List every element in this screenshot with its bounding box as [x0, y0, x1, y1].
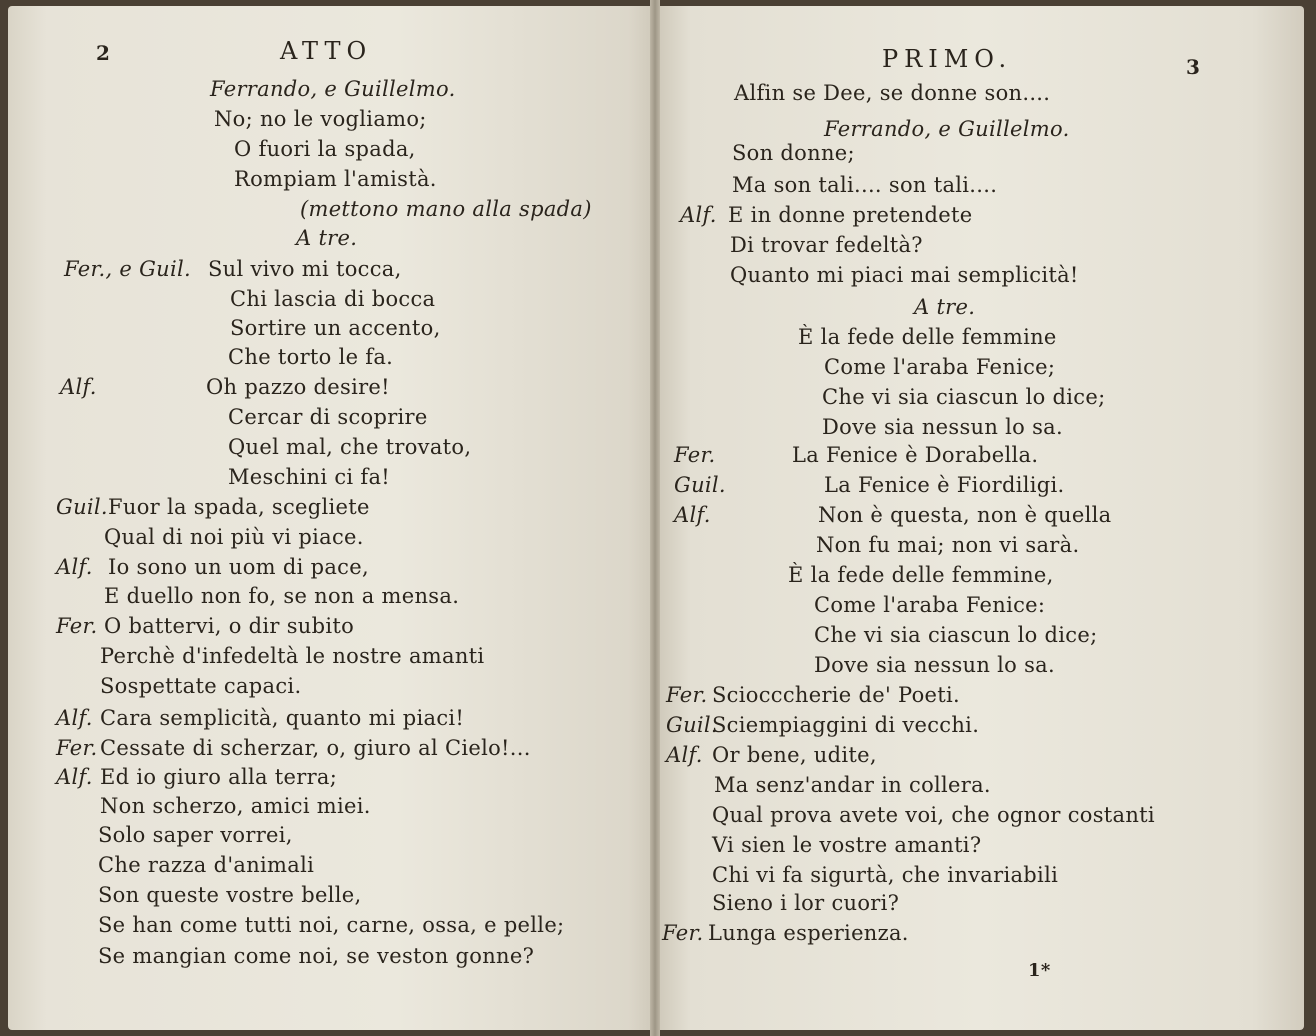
verse-line: Qual di noi più vi piace.: [104, 525, 364, 549]
verse-line: Sciempiaggini di vecchi.: [712, 713, 980, 737]
verse-line: È la fede delle femmine: [798, 325, 1057, 349]
verse-line: Vi sien le vostre amanti?: [712, 833, 982, 857]
verse-line: La Fenice è Dorabella.: [792, 443, 1039, 467]
verse-line: Cercar di scoprire: [228, 405, 428, 429]
verse-line: Che razza d'animali: [98, 853, 315, 877]
verse-line: Che torto le fa.: [228, 345, 394, 369]
speaker-label: Alf.: [56, 706, 93, 730]
verse-line: Come l'araba Fenice:: [814, 593, 1046, 617]
verse-line: Che vi sia ciascun lo dice;: [814, 623, 1098, 647]
verse-line: Qual prova avete voi, che ognor costanti: [712, 803, 1155, 827]
speaker-label: Fer.: [56, 736, 98, 760]
verse-line: Ed io giuro alla terra;: [100, 765, 338, 789]
speaker-label: Alf.: [56, 555, 93, 579]
stage-direction: (mettono mano alla spada): [300, 197, 592, 221]
speaker-label: Fer.: [666, 683, 708, 707]
verse-line: Dove sia nessun lo sa.: [822, 415, 1063, 439]
stage-direction: A tre.: [296, 226, 358, 250]
speaker-label: Fer.: [662, 921, 704, 945]
speaker-label: Alf.: [56, 765, 93, 789]
verse-line: Dove sia nessun lo sa.: [814, 653, 1055, 677]
verse-line: Solo saper vorrei,: [98, 823, 293, 847]
verse-line: Perchè d'infedeltà le nostre amanti: [100, 644, 485, 668]
signature-mark: 1*: [1028, 960, 1051, 981]
verse-line: Se mangian come noi, se veston gonne?: [98, 944, 535, 968]
verse-line: Sospettate capaci.: [100, 674, 302, 698]
verse-line: Oh pazzo desire!: [206, 375, 390, 399]
verse-line: O fuori la spada,: [234, 137, 416, 161]
verse-line: O battervi, o dir subito: [104, 614, 355, 638]
stage-direction: A tre.: [914, 295, 976, 319]
left-page: [8, 6, 654, 1030]
verse-line: E in donne pretendete: [728, 203, 973, 227]
verse-line: No; no le vogliamo;: [214, 107, 427, 131]
running-head: ATTO: [280, 37, 373, 65]
verse-line: Son donne;: [732, 141, 855, 165]
verse-line: Son queste vostre belle,: [98, 883, 362, 907]
verse-line: Cessate di scherzar, o, giuro al Cielo!...: [100, 736, 531, 760]
book-gutter: [650, 0, 660, 1036]
right-page: [658, 6, 1304, 1030]
verse-line: Non scherzo, amici miei.: [100, 794, 371, 818]
verse-line: Che vi sia ciascun lo dice;: [822, 385, 1106, 409]
speaker-label: Alf.: [60, 375, 97, 399]
verse-line: Alfin se Dee, se donne son....: [734, 81, 1051, 105]
speaker-label: Alf.: [666, 743, 703, 767]
verse-line: Sieno i lor cuori?: [712, 891, 900, 915]
verse-line: Meschini ci fa!: [228, 465, 391, 489]
verse-line: Fuor la spada, scegliete: [108, 495, 370, 519]
verse-line: Chi lascia di bocca: [230, 287, 436, 311]
verse-line: Sul vivo mi tocca,: [208, 257, 402, 281]
page-number: 2: [96, 41, 111, 65]
verse-line: Di trovar fedeltà?: [730, 233, 923, 257]
running-head: PRIMO.: [882, 45, 1013, 73]
verse-line: Lunga esperienza.: [708, 921, 909, 945]
speaker-label: Guil.: [666, 713, 718, 737]
verse-line: Quel mal, che trovato,: [228, 435, 472, 459]
speaker-label: Fer.: [674, 443, 716, 467]
speaker-label: Fer., e Guil.: [64, 257, 192, 281]
verse-line: Sortire un accento,: [230, 316, 441, 340]
verse-line: Non è questa, non è quella: [818, 503, 1112, 527]
verse-line: Sciocccherie de' Poeti.: [712, 683, 960, 707]
verse-line: Io sono un uom di pace,: [108, 555, 369, 579]
verse-line: Or bene, udite,: [712, 743, 877, 767]
speaker-label: Fer.: [56, 614, 98, 638]
speaker-label: Guil.: [674, 473, 726, 497]
verse-line: E duello non fo, se non a mensa.: [104, 584, 460, 608]
verse-line: Ma son tali.... son tali....: [732, 173, 998, 197]
speaker-label: Guil.: [56, 495, 108, 519]
page-number: 3: [1186, 55, 1201, 79]
verse-line: Rompiam l'amistà.: [234, 167, 437, 191]
verse-line: Chi vi fa sigurtà, che invariabili: [712, 863, 1059, 887]
verse-line: Ma senz'andar in collera.: [714, 773, 991, 797]
stage-direction: Ferrando, e Guillelmo.: [210, 77, 456, 101]
speaker-label: Alf.: [674, 503, 711, 527]
stage-direction: Ferrando, e Guillelmo.: [824, 117, 1070, 141]
verse-line: Non fu mai; non vi sarà.: [816, 533, 1080, 557]
verse-line: Quanto mi piaci mai semplicità!: [730, 263, 1079, 287]
verse-line: Come l'araba Fenice;: [824, 355, 1056, 379]
verse-line: Se han come tutti noi, carne, ossa, e pelle;: [98, 913, 565, 937]
verse-line: Cara semplicità, quanto mi piaci!: [100, 706, 465, 730]
verse-line: È la fede delle femmine,: [788, 563, 1054, 587]
verse-line: La Fenice è Fiordiligi.: [824, 473, 1065, 497]
speaker-label: Alf.: [680, 203, 717, 227]
